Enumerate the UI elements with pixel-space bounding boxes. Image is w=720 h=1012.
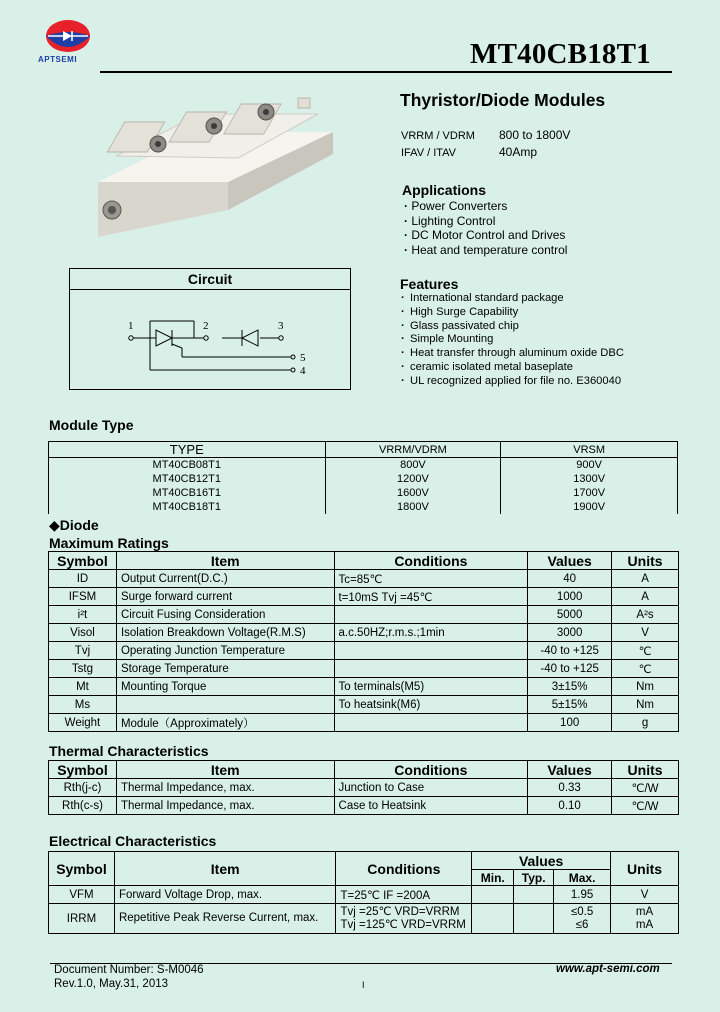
column-header: Values — [528, 761, 612, 779]
table-cell — [334, 642, 528, 660]
column-header: Max. — [554, 870, 611, 886]
table-cell: To terminals(M5) — [334, 678, 528, 696]
list-item: · Glass passivated chip — [400, 320, 624, 334]
table-cell: 40 — [528, 570, 612, 588]
list-item: · High Surge Capability — [400, 306, 624, 320]
table-cell: IRRM — [49, 904, 115, 934]
logo-text: APTSEMI — [38, 55, 78, 64]
table-cell: ID — [49, 570, 117, 588]
table-cell: g — [612, 714, 679, 732]
list-item: · International standard package — [400, 292, 624, 306]
table-cell: 1800V — [325, 500, 501, 514]
table-cell: 0.10 — [528, 797, 612, 815]
pin-label: 1 — [128, 320, 134, 332]
table-cell: Storage Temperature — [116, 660, 334, 678]
table-cell — [334, 660, 528, 678]
column-header: Typ. — [514, 870, 554, 886]
table-cell: MT40CB08T1 — [49, 458, 326, 472]
table-cell: 1000 — [528, 588, 612, 606]
table-cell — [334, 606, 528, 624]
table-cell: A — [612, 570, 679, 588]
column-header: Conditions — [334, 761, 528, 779]
column-header: VRSM — [501, 442, 678, 458]
table-cell — [336, 904, 472, 934]
table-cell — [554, 904, 611, 934]
column-header: Item — [116, 761, 334, 779]
column-header: Values — [528, 552, 612, 570]
table-cell: -40 to +125 — [528, 642, 612, 660]
table-cell: i²t — [49, 606, 117, 624]
table-cell: Output Current(D.C.) — [116, 570, 334, 588]
table-row — [49, 904, 679, 934]
table-header-row — [49, 761, 679, 779]
column-header: Units — [612, 761, 679, 779]
table-cell — [472, 886, 514, 904]
thyristor-symbol — [156, 330, 172, 346]
table-cell: 800V — [325, 458, 501, 472]
table-row — [49, 779, 679, 797]
column-header: Symbol — [49, 761, 117, 779]
thermal-table — [48, 760, 679, 815]
table-row — [49, 606, 679, 624]
table-cell: Thermal Impedance, max. — [116, 779, 334, 797]
table-cell: Repetitive Peak Reverse Current, max. — [114, 904, 336, 934]
table-cell: Junction to Case — [334, 779, 528, 797]
website-link[interactable]: www.apt-semi.com — [556, 963, 660, 975]
table-cell: Tstg — [49, 660, 117, 678]
max-ratings-table — [48, 551, 679, 732]
table-cell: 1600V — [325, 486, 501, 500]
table-cell — [472, 904, 514, 934]
table-cell: 900V — [501, 458, 678, 472]
module-type-heading: Module Type — [49, 417, 134, 433]
unit-line: mA — [635, 918, 654, 931]
table-cell: T=25℃ IF =200A — [336, 886, 472, 904]
table-cell: 1300V — [501, 472, 678, 486]
features-heading: Features — [400, 276, 459, 292]
table-cell: Ms — [49, 696, 117, 714]
table-cell: 1700V — [501, 486, 678, 500]
circuit-box — [69, 268, 351, 390]
table-cell: Visol — [49, 624, 117, 642]
table-cell: V — [611, 886, 679, 904]
table-cell: Mounting Torque — [116, 678, 334, 696]
max-ratings-heading: Maximum Ratings — [49, 535, 169, 551]
table-cell: 1200V — [325, 472, 501, 486]
table-header-row — [49, 442, 678, 458]
table-row — [49, 678, 679, 696]
spec-voltage — [401, 128, 570, 142]
column-header: Item — [114, 852, 336, 886]
table-cell: 0.33 — [528, 779, 612, 797]
column-header: Units — [611, 852, 679, 886]
pin-label: 3 — [278, 320, 284, 332]
features-list — [400, 292, 624, 389]
table-cell: Nm — [612, 678, 679, 696]
title-divider — [100, 71, 672, 73]
table-cell: V — [612, 624, 679, 642]
table-cell: Circuit Fusing Consideration — [116, 606, 334, 624]
table-cell: MT40CB16T1 — [49, 486, 326, 500]
pin-label: 4 — [300, 365, 306, 377]
spec-current — [401, 145, 537, 159]
diode-symbol — [242, 330, 258, 346]
table-cell: Tc=85℃ — [334, 570, 528, 588]
list-item: · Heat transfer through aluminum oxide DBC — [400, 347, 624, 361]
column-header: Item — [116, 552, 334, 570]
table-cell: A — [612, 588, 679, 606]
table-cell: Isolation Breakdown Voltage(R.M.S) — [116, 624, 334, 642]
table-row — [49, 570, 679, 588]
table-cell — [611, 904, 679, 934]
list-item: · Simple Mounting — [400, 333, 624, 347]
table-row — [49, 660, 679, 678]
table-cell: ℃/W — [612, 779, 679, 797]
table-cell: 5000 — [528, 606, 612, 624]
module-type-table — [48, 441, 678, 514]
table-cell: ℃/W — [612, 797, 679, 815]
table-cell — [514, 904, 554, 934]
module-product-image — [88, 92, 338, 262]
page-mark: I — [362, 980, 365, 990]
table-cell: 100 — [528, 714, 612, 732]
table-cell: a.c.50HZ;r.m.s.;1min — [334, 624, 528, 642]
table-row — [49, 696, 679, 714]
condition-line: Tvj =25℃ VRD=VRRM — [340, 905, 460, 918]
column-header: TYPE — [49, 442, 326, 458]
table-row — [49, 642, 679, 660]
product-title: Thyristor/Diode Modules — [400, 90, 606, 110]
table-row — [49, 797, 679, 815]
table-cell: 3±15% — [528, 678, 612, 696]
table-cell: 3000 — [528, 624, 612, 642]
column-header: VRRM/VDRM — [325, 442, 501, 458]
unit-line: mA — [635, 905, 654, 918]
table-row — [49, 458, 678, 472]
table-cell: 1900V — [501, 500, 678, 514]
table-cell: IFSM — [49, 588, 117, 606]
list-item: · UL recognized applied for file no. E360040 — [400, 375, 624, 389]
table-cell: Module（Approximately） — [116, 714, 334, 732]
column-header: Values — [472, 852, 611, 870]
table-row — [49, 886, 679, 904]
table-cell: MT40CB12T1 — [49, 472, 326, 486]
spec-label: VRRM / VDRM — [401, 130, 475, 142]
table-cell — [334, 714, 528, 732]
pin-label: 2 — [203, 320, 209, 332]
column-header: Symbol — [49, 852, 115, 886]
table-cell: Forward Voltage Drop, max. — [114, 886, 336, 904]
table-cell: Case to Heatsink — [334, 797, 528, 815]
list-item: · ceramic isolated metal baseplate — [400, 361, 624, 375]
electrical-table — [48, 851, 679, 934]
table-cell: To heatsink(M6) — [334, 696, 528, 714]
pin-label: 5 — [300, 352, 306, 364]
table-cell: Surge forward current — [116, 588, 334, 606]
applications-heading: Applications — [402, 182, 487, 198]
revision: Rev.1.0, May.31, 2013 — [54, 978, 169, 990]
table-cell: Weight — [49, 714, 117, 732]
table-cell: -40 to +125 — [528, 660, 612, 678]
table-cell — [514, 886, 554, 904]
list-item: · Lighting Control — [404, 214, 567, 229]
table-cell: 5±15% — [528, 696, 612, 714]
diode-heading: ◆Diode — [49, 517, 99, 533]
condition-line: Tvj =125℃ VRD=VRRM — [340, 918, 466, 931]
applications-list — [404, 199, 567, 257]
list-item: · Heat and temperature control — [404, 243, 567, 258]
spec-label: IFAV / ITAV — [401, 147, 457, 159]
table-row — [49, 714, 679, 732]
table-cell: Nm — [612, 696, 679, 714]
table-header-row — [49, 852, 679, 870]
table-cell: Mt — [49, 678, 117, 696]
value-line: ≤6 — [575, 918, 589, 931]
table-row — [49, 486, 678, 500]
list-item: · DC Motor Control and Drives — [404, 228, 567, 243]
table-header-row — [49, 552, 679, 570]
table-cell: VFM — [49, 886, 115, 904]
table-cell: Rth(j-c) — [49, 779, 117, 797]
thermal-heading: Thermal Characteristics — [49, 743, 209, 759]
table-cell: Rth(c-s) — [49, 797, 117, 815]
table-cell: 1.95 — [554, 886, 611, 904]
electrical-heading: Electrical Characteristics — [49, 833, 217, 849]
table-cell: t=10mS Tvj =45℃ — [334, 588, 528, 606]
table-cell: Tvj — [49, 642, 117, 660]
part-number-title: MT40CB18T1 — [470, 38, 651, 70]
column-header: Conditions — [334, 552, 528, 570]
table-row — [49, 500, 678, 514]
table-cell: MT40CB18T1 — [49, 500, 326, 514]
column-header: Conditions — [336, 852, 472, 886]
document-number: Document Number: S-M0046 — [54, 964, 204, 976]
table-cell — [116, 696, 334, 714]
table-cell: A²s — [612, 606, 679, 624]
value-line: ≤0.5 — [570, 905, 594, 918]
table-row — [49, 588, 679, 606]
table-cell: ℃ — [612, 642, 679, 660]
column-header: Units — [612, 552, 679, 570]
table-row — [49, 472, 678, 486]
table-cell: ℃ — [612, 660, 679, 678]
table-cell: Thermal Impedance, max. — [116, 797, 334, 815]
spec-value: 40Amp — [499, 145, 538, 159]
circuit-diagram — [70, 290, 350, 389]
spec-value: 800 to 1800V — [499, 128, 571, 142]
list-item: · Power Converters — [404, 199, 567, 214]
table-row — [49, 624, 679, 642]
circuit-heading: Circuit — [70, 269, 350, 290]
table-cell: Operating Junction Temperature — [116, 642, 334, 660]
column-header: Symbol — [49, 552, 117, 570]
column-header: Min. — [472, 870, 514, 886]
